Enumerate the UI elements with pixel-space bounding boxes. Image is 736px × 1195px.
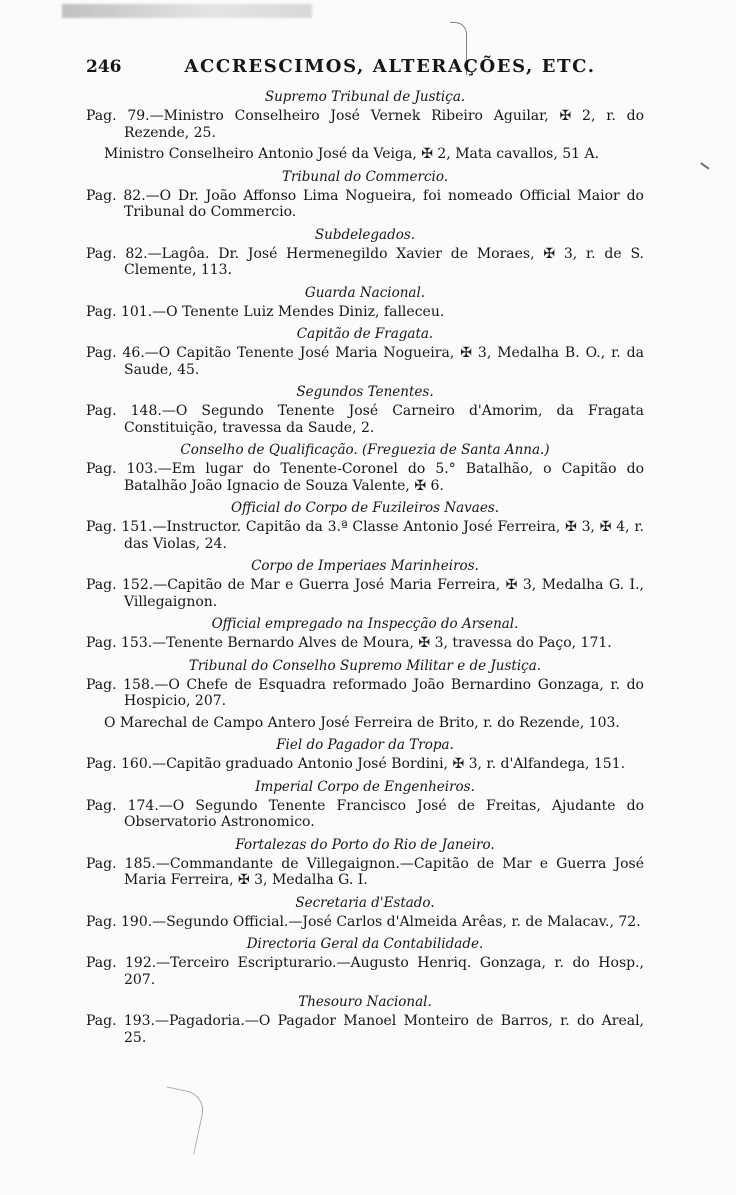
- page-header: [86, 56, 644, 86]
- section-title: Supremo Tribunal de Justiça.: [264, 89, 466, 105]
- scan-artifact-top: [62, 4, 312, 18]
- entry-text: Pag. 46.—O Capitão Tenente José Maria Nogueira, ✠ 3, Medalha B. O., r. da Saude, 45.: [86, 345, 644, 378]
- entry-text: Pag. 160.—Capitão graduado Antonio José Bordini, ✠ 3, r. d'Alfandega, 151.: [86, 756, 626, 772]
- section-title: Directoria Geral da Contabilidade.: [246, 936, 484, 952]
- entry-text: Pag. 190.—Segundo Official.—José Carlos d'Almeida Arêas, r. de Malacav., 72.: [86, 913, 641, 930]
- page-number: 246: [86, 57, 122, 77]
- section-title: Fiel do Pagador da Tropa.: [276, 737, 454, 753]
- section-title: Corpo de Imperiaes Marinheiros.: [251, 558, 479, 574]
- entry-text: Pag. 79.—Ministro Conselheiro José Vernek Ribeiro Aguilar, ✠ 2, r. do Rezende, 25.: [86, 108, 644, 141]
- entry-text: Pag. 101.—O Tenente Luiz Mendes Diniz, falleceu.: [86, 303, 445, 320]
- document-page: [86, 56, 644, 1051]
- section-title: Imperial Corpo de Engenheiros.: [255, 778, 475, 795]
- section-title: Official empregado na Inspecção do Arsenal.: [211, 616, 519, 632]
- section-title: Secretaria d'Estado.: [295, 894, 435, 911]
- entry-text: Pag. 193.—Pagadoria.—O Pagador Manoel Monteiro de Barros, r. do Areal, 25.: [86, 1013, 644, 1046]
- entry-text: Pag. 153.—Tenente Bernardo Alves de Moura, ✠ 3, travessa do Paço, 171.: [86, 635, 612, 651]
- section-title: Guarda Nacional.: [304, 284, 426, 301]
- section-title: Subdelegados.: [314, 226, 416, 243]
- entry-text: Pag. 152.—Capitão de Mar e Guerra José Maria Ferreira, ✠ 3, Medalha G. I., Villegaignon.: [86, 577, 644, 610]
- running-title: ACCRESCIMOS, ALTERAÇÕES, ETC.: [184, 56, 596, 77]
- scan-artifact-scribble: [154, 1086, 207, 1154]
- section-title: Capitão de Fragata.: [296, 326, 434, 342]
- section-title: Tribunal do Conselho Supremo Militar e de Justiça.: [188, 657, 542, 674]
- entry-text: Pag. 148.—O Segundo Tenente José Carneiro d'Amorim, da Fragata Constituição, travessa da Saude, 2.: [86, 403, 644, 436]
- section-title: Thesouro Nacional.: [298, 994, 432, 1010]
- entry-text: Pag. 185.—Commandante de Villegaignon.—Capitão de Mar e Guerra José Maria Ferreira, ✠ 3, Medalha G. I.: [86, 855, 644, 888]
- entry-text: O Marechal de Campo Antero José Ferreira de Brito, r. do Rezende, 103.: [104, 714, 620, 731]
- entry-text: Pag. 82.—Lagôa. Dr. José Hermenegildo Xavier de Moraes, ✠ 3, r. de S. Clemente, 113.: [86, 245, 644, 278]
- entry-text: Pag. 151.—Instructor. Capitão da 3.ª Classe Antonio José Ferreira, ✠ 3, ✠ 4, r. das Violas, 24.: [86, 519, 644, 552]
- section-title: Fortalezas do Porto do Rio de Janeiro.: [235, 836, 495, 853]
- page-content: [86, 88, 644, 1046]
- entry-text: Pag. 174.—O Segundo Tenente Francisco José de Freitas, Ajudante do Observatorio Astronomico.: [86, 797, 644, 830]
- entry-text: Pag. 103.—Em lugar do Tenente-Coronel do 5.° Batalhão, o Capitão do Batalhão João Ignacio de Souza Valente, ✠ 6.: [86, 461, 644, 494]
- entry-text: Pag. 82.—O Dr. João Affonso Lima Nogueira, foi nomeado Official Maior do Tribunal do Commercio.: [86, 187, 644, 220]
- section-title: Segundos Tenentes.: [296, 384, 434, 400]
- entry-text: Ministro Conselheiro Antonio José da Veiga, ✠ 2, Mata cavallos, 51 A.: [104, 146, 600, 162]
- scan-artifact-tick: [700, 162, 709, 169]
- entry-text: Pag. 192.—Terceiro Escripturario.—Augusto Henriq. Gonzaga, r. do Hosp., 207.: [86, 955, 644, 988]
- section-title: Tribunal do Commercio.: [281, 168, 449, 185]
- section-title: Official do Corpo de Fuzileiros Navaes.: [230, 500, 500, 516]
- section-title: Conselho de Qualificação. (Freguezia de Santa Anna.): [180, 442, 550, 458]
- entry-text: Pag. 158.—O Chefe de Esquadra reformado João Bernardino Gonzaga, r. do Hospicio, 207.: [86, 676, 644, 709]
